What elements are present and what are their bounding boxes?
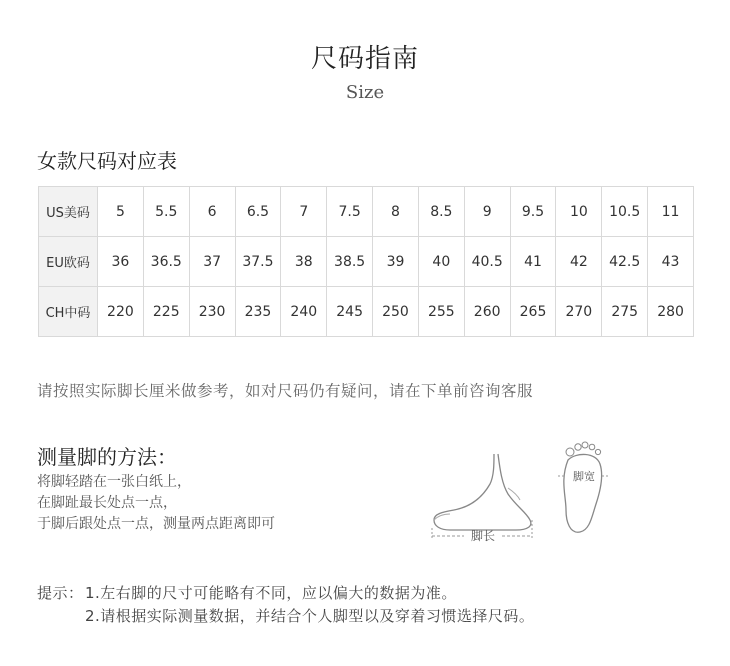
table-cell: 36.5: [143, 237, 189, 287]
table-cell: 275: [602, 287, 648, 337]
table-cell: 37.5: [235, 237, 281, 287]
size-note: 请按照实际脚长厘米做参考，如对尺码仍有疑问，请在下单前咨询客服: [37, 382, 534, 400]
table-cell: 245: [327, 287, 373, 337]
ankle-detail: [508, 488, 520, 500]
width-label: 脚宽: [573, 470, 595, 483]
measure-line: 在脚趾最长处点一点，: [37, 495, 177, 511]
measure-instructions: [37, 472, 275, 535]
table-cell: 10.5: [602, 187, 648, 237]
table-cell: 260: [464, 287, 510, 337]
row-header: CH中码: [39, 287, 98, 337]
table-row: [39, 287, 694, 337]
page-subtitle: Size: [345, 82, 385, 103]
table-cell: 240: [281, 287, 327, 337]
table-cell: 42.5: [602, 237, 648, 287]
table-cell: 6.5: [235, 187, 281, 237]
table-cell: 38.5: [327, 237, 373, 287]
toe: [566, 448, 574, 456]
table-cell: 8.5: [418, 187, 464, 237]
measure-line: 将脚轻踏在一张白纸上，: [37, 474, 191, 490]
table-cell: 5: [98, 187, 144, 237]
table-cell: 255: [418, 287, 464, 337]
foot-measure-diagram: [420, 440, 620, 550]
table-cell: 40.5: [464, 237, 510, 287]
tip-row: [37, 605, 534, 628]
table-cell: 265: [510, 287, 556, 337]
tip-row: [37, 582, 534, 605]
size-table: [38, 186, 694, 337]
table-row: [39, 187, 694, 237]
table-cell: 11: [648, 187, 694, 237]
foot-side-outline: [434, 454, 531, 530]
table-cell: 230: [189, 287, 235, 337]
table-cell: 9.5: [510, 187, 556, 237]
table-cell: 37: [189, 237, 235, 287]
tips-block: [37, 582, 534, 628]
row-header: EU欧码: [39, 237, 98, 287]
size-table-title: 女款尺码对应表: [37, 149, 177, 173]
table-cell: 250: [373, 287, 419, 337]
toe: [589, 444, 595, 450]
table-cell: 40: [418, 237, 464, 287]
table-cell: 42: [556, 237, 602, 287]
table-cell: 225: [143, 287, 189, 337]
toe: [575, 444, 581, 450]
row-header: US美码: [39, 187, 98, 237]
table-cell: 7: [281, 187, 327, 237]
tip-item: 1.左右脚的尺寸可能略有不同，应以偏大的数据为准。: [85, 584, 457, 602]
table-cell: 6: [189, 187, 235, 237]
toe: [595, 449, 600, 454]
measure-title: 测量脚的方法：: [37, 445, 177, 469]
table-cell: 220: [98, 287, 144, 337]
table-cell: 39: [373, 237, 419, 287]
table-cell: 235: [235, 287, 281, 337]
foot-sole-outline: [564, 454, 602, 532]
table-cell: 36: [98, 237, 144, 287]
table-cell: 9: [464, 187, 510, 237]
table-cell: 280: [648, 287, 694, 337]
table-cell: 8: [373, 187, 419, 237]
tips-label: 提示：: [37, 584, 84, 602]
table-cell: 38: [281, 237, 327, 287]
table-cell: 7.5: [327, 187, 373, 237]
tip-item: 2.请根据实际测量数据，并结合个人脚型以及穿着习惯选择尺码。: [85, 607, 535, 625]
table-cell: 43: [648, 237, 694, 287]
toe: [582, 442, 588, 448]
table-row: [39, 237, 694, 287]
table-cell: 270: [556, 287, 602, 337]
page-title: 尺码指南: [310, 44, 419, 74]
table-cell: 5.5: [143, 187, 189, 237]
length-label: 脚长: [470, 529, 496, 543]
table-cell: 10: [556, 187, 602, 237]
measure-line: 于脚后跟处点一点，测量两点距离即可: [37, 516, 275, 532]
table-cell: 41: [510, 237, 556, 287]
